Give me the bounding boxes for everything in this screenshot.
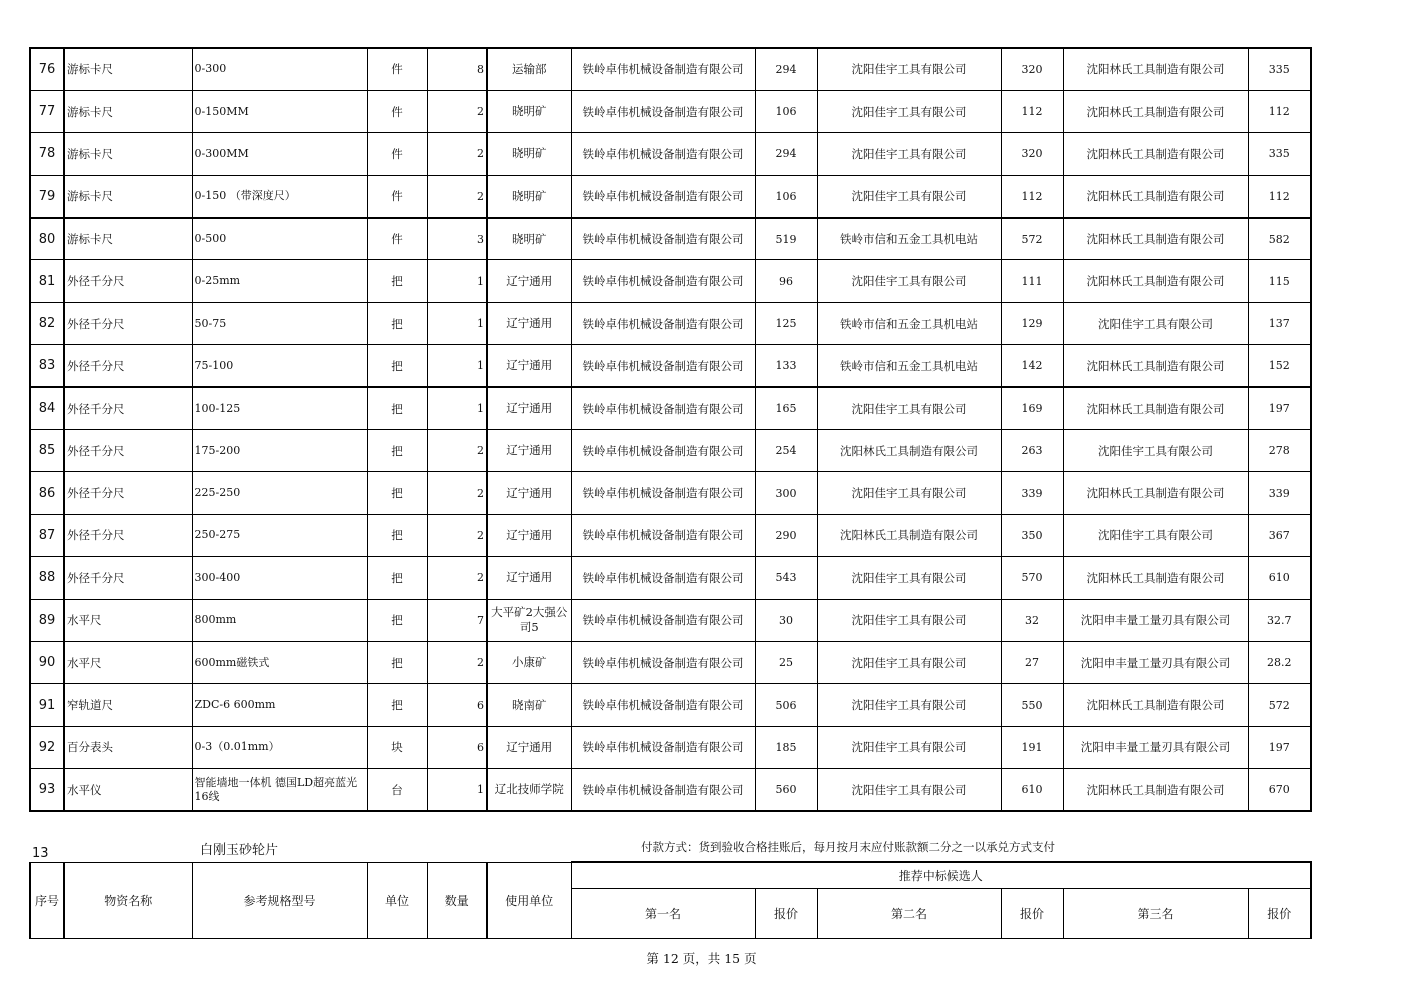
row-supplier-2: 沈阳佳宇工具有限公司 <box>817 557 1001 599</box>
row-name: 外径千分尺 <box>64 514 192 556</box>
row-supplier-1: 铁岭卓伟机械设备制造有限公司 <box>571 90 755 132</box>
row-name: 百分表头 <box>64 726 192 768</box>
row-spec: 800mm <box>192 599 367 641</box>
row-unit: 把 <box>367 684 427 726</box>
row-dept: 辽宁通用 <box>487 260 571 302</box>
row-unit: 把 <box>367 345 427 387</box>
row-qty: 1 <box>427 769 487 811</box>
row-supplier-2: 铁岭市信和五金工具机电站 <box>817 218 1001 260</box>
header-candidates: 推荐中标候选人 <box>571 862 1311 888</box>
row-dept: 辽宁通用 <box>487 345 571 387</box>
row-price-3: 278 <box>1248 430 1311 472</box>
row-dept: 小康矿 <box>487 641 571 683</box>
row-price-1: 125 <box>755 302 817 344</box>
row-qty: 1 <box>427 302 487 344</box>
row-price-1: 30 <box>755 599 817 641</box>
row-supplier-1: 铁岭卓伟机械设备制造有限公司 <box>571 133 755 175</box>
header-name: 物资名称 <box>64 862 192 938</box>
row-price-1: 506 <box>755 684 817 726</box>
table-row <box>30 472 1311 514</box>
row-unit: 块 <box>367 726 427 768</box>
row-supplier-1: 铁岭卓伟机械设备制造有限公司 <box>571 726 755 768</box>
row-supplier-3: 沈阳佳宇工具有限公司 <box>1063 302 1248 344</box>
table-row <box>30 641 1311 683</box>
row-seq: 90 <box>30 641 64 683</box>
row-spec: 0-25mm <box>192 260 367 302</box>
section-title: 白刚玉砂轮片 <box>200 843 279 858</box>
row-name: 外径千分尺 <box>64 472 192 514</box>
row-unit: 把 <box>367 387 427 429</box>
row-seq: 78 <box>30 133 64 175</box>
row-qty: 1 <box>427 387 487 429</box>
row-name: 游标卡尺 <box>64 133 192 175</box>
row-supplier-2: 沈阳佳宇工具有限公司 <box>817 260 1001 302</box>
row-supplier-2: 铁岭市信和五金工具机电站 <box>817 302 1001 344</box>
header-first: 第一名 <box>571 888 755 938</box>
row-spec: 0-150MM <box>192 90 367 132</box>
row-price-1: 519 <box>755 218 817 260</box>
row-price-3: 335 <box>1248 133 1311 175</box>
row-supplier-3: 沈阳申丰量工量刃具有限公司 <box>1063 726 1248 768</box>
row-spec: 100-125 <box>192 387 367 429</box>
row-price-3: 572 <box>1248 684 1311 726</box>
row-price-3: 137 <box>1248 302 1311 344</box>
row-supplier-3: 沈阳林氏工具制造有限公司 <box>1063 133 1248 175</box>
header-unit: 单位 <box>367 862 427 938</box>
row-seq: 76 <box>30 48 64 90</box>
row-qty: 8 <box>427 48 487 90</box>
row-dept: 辽宁通用 <box>487 302 571 344</box>
next-section-header <box>29 861 1312 939</box>
table-row <box>30 557 1311 599</box>
row-price-1: 290 <box>755 514 817 556</box>
row-spec: 0-3（0.01mm） <box>192 726 367 768</box>
row-supplier-1: 铁岭卓伟机械设备制造有限公司 <box>571 769 755 811</box>
row-spec: 50-75 <box>192 302 367 344</box>
row-unit: 把 <box>367 599 427 641</box>
row-seq: 88 <box>30 557 64 599</box>
row-dept: 辽宁通用 <box>487 472 571 514</box>
row-seq: 92 <box>30 726 64 768</box>
row-name: 游标卡尺 <box>64 90 192 132</box>
row-qty: 2 <box>427 641 487 683</box>
row-supplier-2: 沈阳佳宇工具有限公司 <box>817 175 1001 217</box>
row-supplier-3: 沈阳林氏工具制造有限公司 <box>1063 90 1248 132</box>
row-price-1: 185 <box>755 726 817 768</box>
row-supplier-3: 沈阳林氏工具制造有限公司 <box>1063 345 1248 387</box>
row-supplier-1: 铁岭卓伟机械设备制造有限公司 <box>571 48 755 90</box>
row-dept: 辽宁通用 <box>487 726 571 768</box>
row-price-2: 263 <box>1001 430 1063 472</box>
row-price-1: 165 <box>755 387 817 429</box>
row-supplier-1: 铁岭卓伟机械设备制造有限公司 <box>571 641 755 683</box>
table-row <box>30 218 1311 260</box>
row-spec: 75-100 <box>192 345 367 387</box>
row-seq: 81 <box>30 260 64 302</box>
row-supplier-2: 沈阳佳宇工具有限公司 <box>817 133 1001 175</box>
row-supplier-3: 沈阳林氏工具制造有限公司 <box>1063 684 1248 726</box>
row-supplier-1: 铁岭卓伟机械设备制造有限公司 <box>571 260 755 302</box>
row-qty: 2 <box>427 175 487 217</box>
row-supplier-2: 铁岭市信和五金工具机电站 <box>817 345 1001 387</box>
row-price-3: 28.2 <box>1248 641 1311 683</box>
row-name: 外径千分尺 <box>64 345 192 387</box>
row-dept: 辽宁通用 <box>487 514 571 556</box>
row-name: 窄轨道尺 <box>64 684 192 726</box>
row-price-1: 25 <box>755 641 817 683</box>
table-row <box>30 302 1311 344</box>
row-supplier-1: 铁岭卓伟机械设备制造有限公司 <box>571 175 755 217</box>
row-spec: 0-150 （带深度尺） <box>192 175 367 217</box>
row-price-2: 27 <box>1001 641 1063 683</box>
row-spec: 0-500 <box>192 218 367 260</box>
row-supplier-3: 沈阳林氏工具制造有限公司 <box>1063 472 1248 514</box>
row-price-2: 32 <box>1001 599 1063 641</box>
row-price-2: 570 <box>1001 557 1063 599</box>
row-supplier-2: 沈阳林氏工具制造有限公司 <box>817 514 1001 556</box>
row-dept: 辽宁通用 <box>487 557 571 599</box>
row-dept: 晓南矿 <box>487 684 571 726</box>
row-dept: 晓明矿 <box>487 133 571 175</box>
row-seq: 89 <box>30 599 64 641</box>
row-price-3: 339 <box>1248 472 1311 514</box>
row-price-3: 115 <box>1248 260 1311 302</box>
row-qty: 2 <box>427 472 487 514</box>
table-row <box>30 260 1311 302</box>
row-price-3: 582 <box>1248 218 1311 260</box>
header-qty: 数量 <box>427 862 487 938</box>
row-price-3: 367 <box>1248 514 1311 556</box>
row-supplier-3: 沈阳佳宇工具有限公司 <box>1063 514 1248 556</box>
row-supplier-1: 铁岭卓伟机械设备制造有限公司 <box>571 514 755 556</box>
row-name: 外径千分尺 <box>64 557 192 599</box>
row-dept: 晓明矿 <box>487 90 571 132</box>
row-unit: 把 <box>367 430 427 472</box>
table-row <box>30 387 1311 429</box>
table-row <box>30 175 1311 217</box>
row-supplier-3: 沈阳佳宇工具有限公司 <box>1063 430 1248 472</box>
row-supplier-1: 铁岭卓伟机械设备制造有限公司 <box>571 557 755 599</box>
row-qty: 6 <box>427 684 487 726</box>
row-price-3: 197 <box>1248 726 1311 768</box>
header-spec: 参考规格型号 <box>192 862 367 938</box>
row-spec: 225-250 <box>192 472 367 514</box>
row-name: 外径千分尺 <box>64 302 192 344</box>
row-price-3: 197 <box>1248 387 1311 429</box>
row-price-1: 96 <box>755 260 817 302</box>
row-price-3: 670 <box>1248 769 1311 811</box>
row-supplier-2: 沈阳佳宇工具有限公司 <box>817 684 1001 726</box>
header-price-2: 报价 <box>1001 888 1063 938</box>
row-qty: 2 <box>427 90 487 132</box>
row-qty: 3 <box>427 218 487 260</box>
row-price-2: 550 <box>1001 684 1063 726</box>
row-qty: 2 <box>427 557 487 599</box>
row-supplier-1: 铁岭卓伟机械设备制造有限公司 <box>571 684 755 726</box>
row-spec: 175-200 <box>192 430 367 472</box>
row-supplier-3: 沈阳申丰量工量刃具有限公司 <box>1063 599 1248 641</box>
row-unit: 件 <box>367 48 427 90</box>
row-supplier-3: 沈阳林氏工具制造有限公司 <box>1063 387 1248 429</box>
table-row <box>30 90 1311 132</box>
row-supplier-2: 沈阳佳宇工具有限公司 <box>817 599 1001 641</box>
row-supplier-2: 沈阳佳宇工具有限公司 <box>817 472 1001 514</box>
row-supplier-1: 铁岭卓伟机械设备制造有限公司 <box>571 387 755 429</box>
row-supplier-2: 沈阳林氏工具制造有限公司 <box>817 430 1001 472</box>
row-price-1: 254 <box>755 430 817 472</box>
row-price-2: 191 <box>1001 726 1063 768</box>
row-dept: 辽宁通用 <box>487 387 571 429</box>
table-row <box>30 726 1311 768</box>
row-price-1: 543 <box>755 557 817 599</box>
row-supplier-3: 沈阳林氏工具制造有限公司 <box>1063 175 1248 217</box>
row-supplier-1: 铁岭卓伟机械设备制造有限公司 <box>571 599 755 641</box>
payment-terms: 付款方式：货到验收合格挂账后，每月按月末应付账款额二分之一以承兑方式支付 <box>641 840 1055 854</box>
row-supplier-2: 沈阳佳宇工具有限公司 <box>817 90 1001 132</box>
row-name: 游标卡尺 <box>64 218 192 260</box>
row-supplier-3: 沈阳林氏工具制造有限公司 <box>1063 260 1248 302</box>
row-spec: ZDC-6 600mm <box>192 684 367 726</box>
row-supplier-1: 铁岭卓伟机械设备制造有限公司 <box>571 430 755 472</box>
row-seq: 82 <box>30 302 64 344</box>
row-seq: 85 <box>30 430 64 472</box>
row-supplier-2: 沈阳佳宇工具有限公司 <box>817 769 1001 811</box>
table-row <box>30 684 1311 726</box>
row-price-1: 133 <box>755 345 817 387</box>
row-price-1: 294 <box>755 133 817 175</box>
row-dept: 晓明矿 <box>487 218 571 260</box>
row-price-3: 335 <box>1248 48 1311 90</box>
row-unit: 件 <box>367 133 427 175</box>
row-unit: 件 <box>367 175 427 217</box>
row-name: 外径千分尺 <box>64 387 192 429</box>
row-seq: 91 <box>30 684 64 726</box>
row-price-3: 32.7 <box>1248 599 1311 641</box>
row-supplier-3: 沈阳林氏工具制造有限公司 <box>1063 557 1248 599</box>
header-seq: 序号 <box>30 862 64 938</box>
row-name: 水平尺 <box>64 641 192 683</box>
header-price-3: 报价 <box>1248 888 1311 938</box>
row-dept: 晓明矿 <box>487 175 571 217</box>
table-row <box>30 48 1311 90</box>
row-dept: 辽北技师学院 <box>487 769 571 811</box>
row-price-2: 169 <box>1001 387 1063 429</box>
row-supplier-1: 铁岭卓伟机械设备制造有限公司 <box>571 218 755 260</box>
row-spec: 300-400 <box>192 557 367 599</box>
row-price-2: 610 <box>1001 769 1063 811</box>
row-unit: 把 <box>367 641 427 683</box>
row-name: 外径千分尺 <box>64 260 192 302</box>
row-seq: 87 <box>30 514 64 556</box>
row-spec: 0-300 <box>192 48 367 90</box>
row-name: 水平仪 <box>64 769 192 811</box>
row-price-2: 320 <box>1001 48 1063 90</box>
row-seq: 93 <box>30 769 64 811</box>
row-seq: 84 <box>30 387 64 429</box>
row-price-1: 300 <box>755 472 817 514</box>
header-dept: 使用单位 <box>487 862 571 938</box>
row-dept: 辽宁通用 <box>487 430 571 472</box>
row-unit: 台 <box>367 769 427 811</box>
row-spec: 600mm磁铁式 <box>192 641 367 683</box>
row-price-1: 294 <box>755 48 817 90</box>
row-price-2: 112 <box>1001 175 1063 217</box>
row-supplier-1: 铁岭卓伟机械设备制造有限公司 <box>571 472 755 514</box>
header-third: 第三名 <box>1063 888 1248 938</box>
row-name: 游标卡尺 <box>64 48 192 90</box>
row-qty: 6 <box>427 726 487 768</box>
header-second: 第二名 <box>817 888 1001 938</box>
row-supplier-3: 沈阳林氏工具制造有限公司 <box>1063 769 1248 811</box>
row-price-2: 142 <box>1001 345 1063 387</box>
row-price-1: 106 <box>755 90 817 132</box>
row-name: 外径千分尺 <box>64 430 192 472</box>
row-price-2: 339 <box>1001 472 1063 514</box>
section-number: 13 <box>32 846 49 861</box>
row-qty: 1 <box>427 260 487 302</box>
procurement-table <box>29 47 1312 812</box>
row-price-1: 106 <box>755 175 817 217</box>
row-qty: 7 <box>427 599 487 641</box>
row-price-3: 610 <box>1248 557 1311 599</box>
row-supplier-3: 沈阳申丰量工量刃具有限公司 <box>1063 641 1248 683</box>
row-supplier-3: 沈阳林氏工具制造有限公司 <box>1063 48 1248 90</box>
row-unit: 把 <box>367 557 427 599</box>
table-row <box>30 430 1311 472</box>
row-price-2: 320 <box>1001 133 1063 175</box>
row-price-1: 560 <box>755 769 817 811</box>
row-unit: 件 <box>367 90 427 132</box>
row-price-3: 112 <box>1248 175 1311 217</box>
row-seq: 80 <box>30 218 64 260</box>
row-unit: 把 <box>367 302 427 344</box>
row-supplier-2: 沈阳佳宇工具有限公司 <box>817 48 1001 90</box>
row-spec: 0-300MM <box>192 133 367 175</box>
row-qty: 2 <box>427 430 487 472</box>
row-unit: 把 <box>367 514 427 556</box>
row-price-3: 152 <box>1248 345 1311 387</box>
table-row <box>30 133 1311 175</box>
row-supplier-2: 沈阳佳宇工具有限公司 <box>817 641 1001 683</box>
row-qty: 1 <box>427 345 487 387</box>
row-price-2: 350 <box>1001 514 1063 556</box>
row-price-2: 572 <box>1001 218 1063 260</box>
row-seq: 83 <box>30 345 64 387</box>
row-unit: 把 <box>367 472 427 514</box>
row-supplier-2: 沈阳佳宇工具有限公司 <box>817 387 1001 429</box>
row-unit: 把 <box>367 260 427 302</box>
row-qty: 2 <box>427 514 487 556</box>
row-seq: 86 <box>30 472 64 514</box>
table-row <box>30 599 1311 641</box>
table-row <box>30 769 1311 811</box>
row-unit: 件 <box>367 218 427 260</box>
row-spec: 智能墙地一体机 德国LD超亮蓝光16线 <box>192 769 367 811</box>
row-dept: 运输部 <box>487 48 571 90</box>
page-footer: 第 12 页，共 15 页 <box>646 951 757 966</box>
row-seq: 77 <box>30 90 64 132</box>
header-price-1: 报价 <box>755 888 817 938</box>
row-seq: 79 <box>30 175 64 217</box>
row-price-3: 112 <box>1248 90 1311 132</box>
table-row <box>30 345 1311 387</box>
row-dept: 大平矿2大强公司5 <box>487 599 571 641</box>
row-price-2: 111 <box>1001 260 1063 302</box>
row-supplier-1: 铁岭卓伟机械设备制造有限公司 <box>571 302 755 344</box>
row-spec: 250-275 <box>192 514 367 556</box>
row-name: 游标卡尺 <box>64 175 192 217</box>
row-name: 水平尺 <box>64 599 192 641</box>
row-supplier-2: 沈阳佳宇工具有限公司 <box>817 726 1001 768</box>
row-price-2: 129 <box>1001 302 1063 344</box>
row-qty: 2 <box>427 133 487 175</box>
row-supplier-1: 铁岭卓伟机械设备制造有限公司 <box>571 345 755 387</box>
table-row <box>30 514 1311 556</box>
row-price-2: 112 <box>1001 90 1063 132</box>
row-supplier-3: 沈阳林氏工具制造有限公司 <box>1063 218 1248 260</box>
